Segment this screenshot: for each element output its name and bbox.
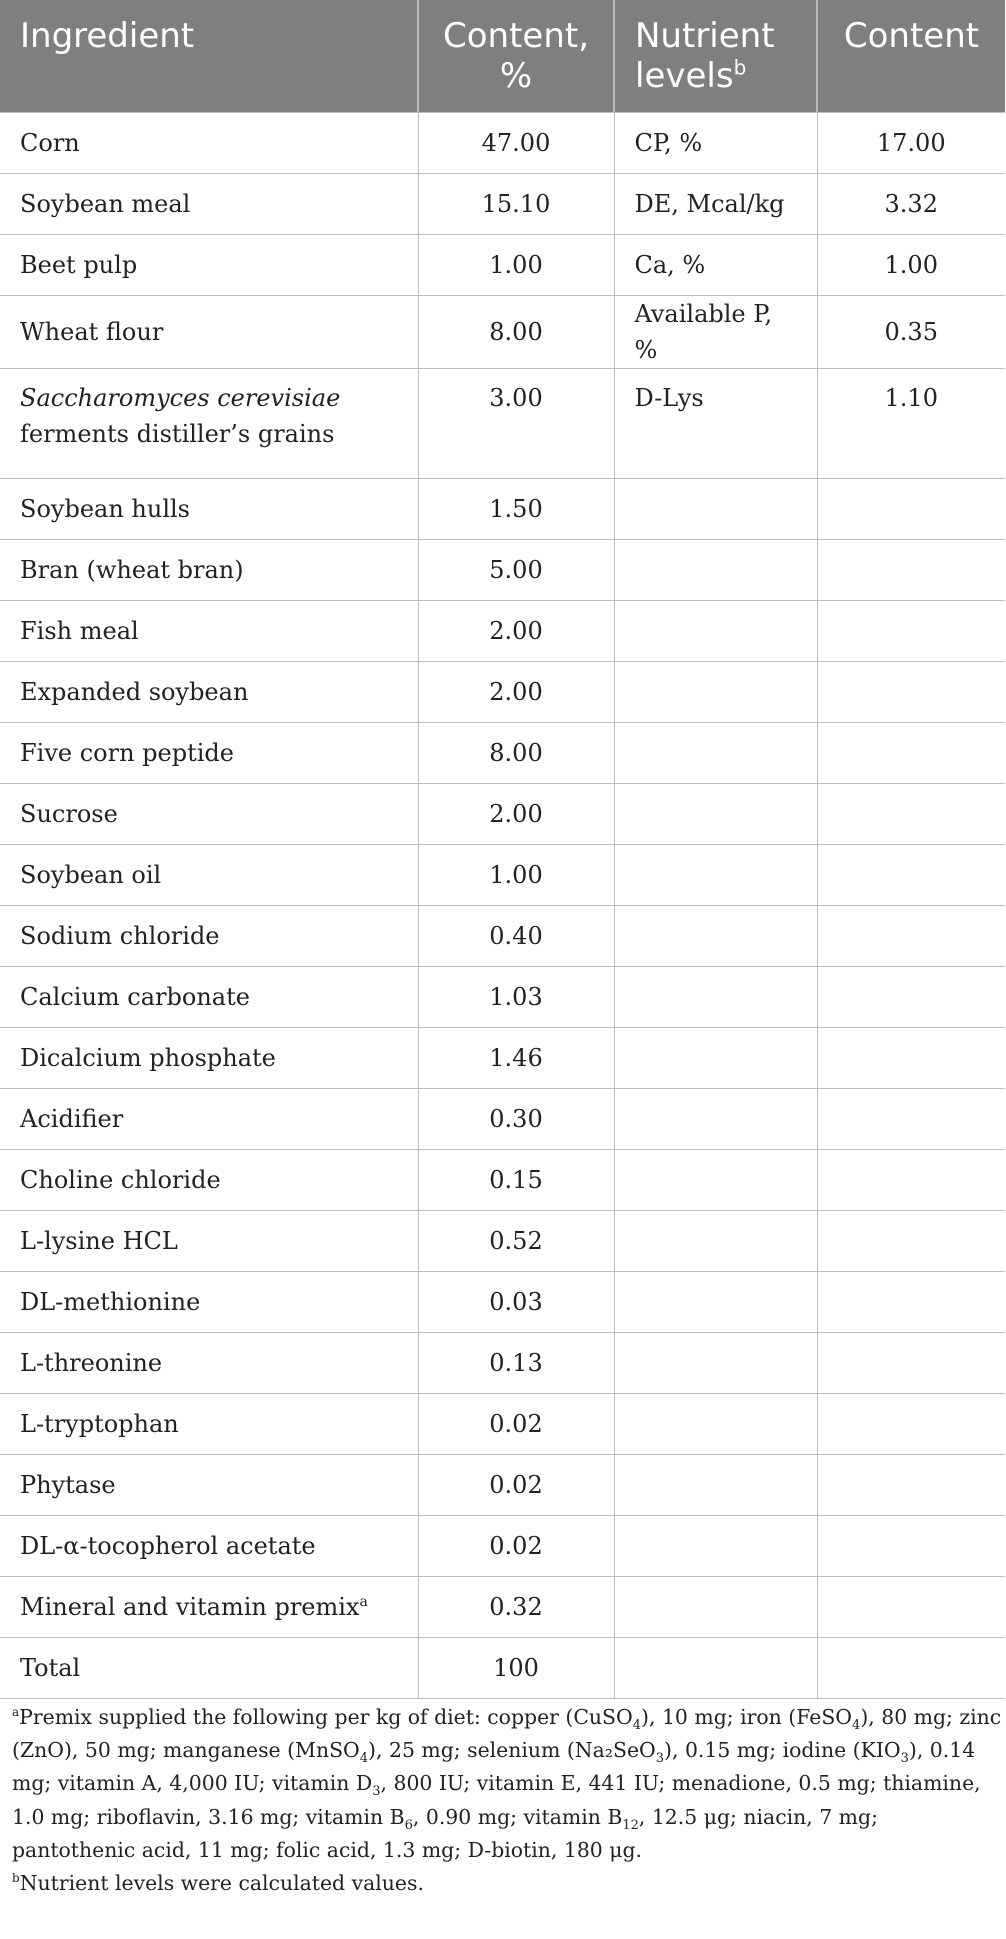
cell-content: 5.00: [418, 539, 614, 600]
cell-nutrient-value: [817, 1088, 1005, 1149]
cell-nutrient-value: 1.00: [817, 234, 1005, 295]
cell-ingredient: [0, 1271, 418, 1332]
formula-subscript: 12: [622, 1817, 639, 1833]
table-row: [0, 295, 1005, 368]
footnote-a-text: Premix supplied the following per kg of diet: copper (CuSO: [19, 1705, 633, 1729]
formula-subscript: 4: [852, 1718, 861, 1734]
ingredient-name: DL-α-tocopherol acetate: [20, 1531, 316, 1560]
table-body: [0, 112, 1005, 1698]
cell-content: 0.13: [418, 1332, 614, 1393]
cell-nutrient-value: [817, 1332, 1005, 1393]
cell-content: 1.50: [418, 478, 614, 539]
cell-content: 1.00: [418, 234, 614, 295]
footnote-a-text: , 0.90 mg; vitamin B: [412, 1804, 623, 1829]
cell-content: 2.00: [418, 600, 614, 661]
table-row: [0, 478, 1005, 539]
table-row: [0, 1027, 1005, 1088]
ingredient-name: Wheat flour: [20, 317, 164, 346]
cell-content: 0.30: [418, 1088, 614, 1149]
footnote-b: [12, 1867, 1002, 1900]
footnote-a-text: ), 25 mg; selenium (Na₂SeO: [368, 1738, 656, 1763]
header-nutrient-levels: [614, 0, 817, 112]
table-row: [0, 1576, 1005, 1637]
cell-content: 2.00: [418, 661, 614, 722]
cell-content: 0.15: [418, 1149, 614, 1210]
cell-nutrient-value: [817, 478, 1005, 539]
cell-nutrient-value: [817, 844, 1005, 905]
cell-nutrient: [614, 1271, 817, 1332]
table-row: [0, 966, 1005, 1027]
table-row: [0, 1515, 1005, 1576]
cell-nutrient-value: 1.10: [817, 368, 1005, 478]
ingredient-name: ferments distiller’s grains: [20, 419, 335, 448]
cell-content: 15.10: [418, 173, 614, 234]
ingredient-name: L-tryptophan: [20, 1409, 179, 1438]
table-row: [0, 1271, 1005, 1332]
cell-content: 1.46: [418, 1027, 614, 1088]
footnote-a: [12, 1701, 1002, 1867]
cell-nutrient-value: [817, 661, 1005, 722]
cell-nutrient: [614, 844, 817, 905]
footnote-a-text: , 800 IU; vitamin E, 441 IU; menadione, 0.5 mg; thiamine, 1.0 mg; riboflavin, 3.16 mg; vitamin B: [12, 1771, 981, 1829]
cell-content: 2.00: [418, 783, 614, 844]
footnote-a-text: ), 80 mg; zinc (ZnO), 50 mg; manganese (MnSO: [12, 1705, 1002, 1763]
ingredient-name: Bran (wheat bran): [20, 555, 244, 584]
cell-content: 0.52: [418, 1210, 614, 1271]
cell-nutrient: DE, Mcal/kg: [614, 173, 817, 234]
cell-nutrient-value: [817, 1515, 1005, 1576]
cell-nutrient-value: [817, 966, 1005, 1027]
cell-ingredient: [0, 661, 418, 722]
cell-content: 0.02: [418, 1393, 614, 1454]
cell-nutrient: [614, 1515, 817, 1576]
cell-nutrient: [614, 1454, 817, 1515]
cell-ingredient: [0, 1027, 418, 1088]
ingredient-name: Phytase: [20, 1470, 116, 1499]
cell-ingredient: [0, 478, 418, 539]
cell-ingredient: [0, 905, 418, 966]
ingredient-name: Expanded soybean: [20, 677, 249, 706]
cell-nutrient-value: [817, 600, 1005, 661]
cell-ingredient: [0, 1637, 418, 1698]
cell-nutrient: [614, 783, 817, 844]
cell-content: 3.00: [418, 368, 614, 478]
table-row: [0, 905, 1005, 966]
cell-ingredient: [0, 844, 418, 905]
footnote-marker-a: a: [359, 1593, 368, 1610]
cell-nutrient-value: 17.00: [817, 112, 1005, 173]
ingredient-name: Soybean meal: [20, 189, 191, 218]
cell-nutrient: [614, 1637, 817, 1698]
header-content: Content: [817, 0, 1005, 112]
cell-nutrient: [614, 1027, 817, 1088]
cell-ingredient: [0, 112, 418, 173]
cell-ingredient: [0, 1454, 418, 1515]
ingredient-name: Mineral and vitamin premix: [20, 1592, 360, 1621]
header-ingredient: Ingredient: [0, 0, 418, 112]
cell-nutrient-value: [817, 783, 1005, 844]
ingredient-name: Choline chloride: [20, 1165, 221, 1194]
cell-nutrient-value: [817, 1454, 1005, 1515]
table-row: [0, 1088, 1005, 1149]
formula-subscript: 3: [655, 1751, 665, 1767]
ingredient-scientific-name: Saccharomyces cerevisiae: [20, 383, 341, 412]
ingredient-name: L-lysine HCL: [20, 1226, 178, 1255]
footnote-a-text: ), 0.15 mg; iodine (KIO: [664, 1738, 901, 1763]
formula-subscript: 3: [372, 1784, 381, 1800]
cell-nutrient: Ca, %: [614, 234, 817, 295]
ingredient-name: Soybean hulls: [20, 494, 190, 523]
cell-nutrient-value: [817, 1027, 1005, 1088]
table-row: [0, 1454, 1005, 1515]
footnote-a-marker: a: [12, 1705, 20, 1720]
ingredient-name: Dicalcium phosphate: [20, 1043, 276, 1072]
ingredient-name: Five corn peptide: [20, 738, 234, 767]
cell-ingredient: [0, 1149, 418, 1210]
cell-ingredient: [0, 368, 418, 478]
cell-ingredient: [0, 966, 418, 1027]
cell-nutrient: Available P, %: [614, 295, 817, 368]
table-row: [0, 368, 1005, 478]
ingredient-name: L-threonine: [20, 1348, 163, 1377]
cell-ingredient: [0, 173, 418, 234]
cell-nutrient-value: [817, 1210, 1005, 1271]
cell-ingredient: [0, 1088, 418, 1149]
cell-ingredient: [0, 1393, 418, 1454]
table-row: [0, 112, 1005, 173]
cell-nutrient: [614, 905, 817, 966]
ingredient-name: Corn: [20, 128, 80, 157]
cell-content: 0.32: [418, 1576, 614, 1637]
ingredient-name: Beet pulp: [20, 250, 138, 279]
table-row: [0, 1210, 1005, 1271]
cell-nutrient: [614, 1576, 817, 1637]
cell-nutrient-value: [817, 905, 1005, 966]
cell-nutrient-value: [817, 1149, 1005, 1210]
footnote-a-text: , 12.5 μg; niacin, 7 mg; pantothenic acid, 11 mg; folic acid, 1.3 mg; D-biotin, 180 μg.: [12, 1804, 878, 1862]
table-row: [0, 173, 1005, 234]
cell-nutrient-value: [817, 722, 1005, 783]
ingredient-name: DL-methionine: [20, 1287, 201, 1316]
cell-nutrient: D-Lys: [614, 368, 817, 478]
cell-nutrient: [614, 1149, 817, 1210]
cell-nutrient: [614, 600, 817, 661]
cell-content: 8.00: [418, 295, 614, 368]
cell-content: 47.00: [418, 112, 614, 173]
cell-nutrient: [614, 1210, 817, 1271]
cell-nutrient: [614, 966, 817, 1027]
footnote-a-text: ), 0.14 mg; vitamin A, 4,000 IU; vitamin D: [12, 1738, 976, 1796]
cell-content: 0.02: [418, 1515, 614, 1576]
table-header: [0, 0, 1005, 112]
table-row: [0, 661, 1005, 722]
formula-subscript: 4: [359, 1751, 369, 1767]
table-row: [0, 1637, 1005, 1698]
cell-content: 0.40: [418, 905, 614, 966]
cell-nutrient-value: [817, 1393, 1005, 1454]
cell-nutrient-value: 3.32: [817, 173, 1005, 234]
table-row: [0, 1149, 1005, 1210]
formula-subscript: 4: [632, 1718, 642, 1734]
formula-subscript: 3: [900, 1751, 909, 1767]
cell-ingredient: [0, 234, 418, 295]
ingredient-name: Fish meal: [20, 616, 139, 645]
ingredient-name: Sodium chloride: [20, 921, 220, 950]
table-row: [0, 1332, 1005, 1393]
cell-nutrient: [614, 1393, 817, 1454]
table-row: [0, 600, 1005, 661]
table-footnotes: [12, 1701, 1002, 1900]
table-row: [0, 539, 1005, 600]
ingredient-name: Acidifier: [20, 1104, 124, 1133]
cell-content: 0.02: [418, 1454, 614, 1515]
cell-ingredient: [0, 1210, 418, 1271]
cell-nutrient: [614, 1332, 817, 1393]
cell-nutrient: CP, %: [614, 112, 817, 173]
ingredient-name: Total: [20, 1653, 81, 1682]
ingredient-name: Sucrose: [20, 799, 118, 828]
cell-nutrient-value: [817, 539, 1005, 600]
cell-content: 1.00: [418, 844, 614, 905]
cell-nutrient-value: [817, 1576, 1005, 1637]
cell-content: 8.00: [418, 722, 614, 783]
cell-nutrient-value: 0.35: [817, 295, 1005, 368]
cell-nutrient: [614, 478, 817, 539]
header-content-percent: Content, %: [418, 0, 614, 112]
cell-nutrient: [614, 1088, 817, 1149]
cell-content: 0.03: [418, 1271, 614, 1332]
cell-ingredient: [0, 722, 418, 783]
cell-nutrient-value: [817, 1637, 1005, 1698]
cell-ingredient: [0, 600, 418, 661]
cell-content: 100: [418, 1637, 614, 1698]
cell-nutrient: [614, 539, 817, 600]
formula-subscript: 6: [404, 1817, 413, 1833]
cell-ingredient: [0, 1576, 418, 1637]
cell-ingredient: [0, 1332, 418, 1393]
ingredient-name: Calcium carbonate: [20, 982, 250, 1011]
table-row: [0, 722, 1005, 783]
cell-nutrient-value: [817, 1271, 1005, 1332]
cell-nutrient: [614, 661, 817, 722]
cell-ingredient: [0, 783, 418, 844]
cell-ingredient: [0, 295, 418, 368]
footnote-marker-b: b: [733, 55, 747, 80]
table-row: [0, 783, 1005, 844]
footnote-b-text: Nutrient levels were calculated values.: [19, 1871, 424, 1896]
footnote-b-marker: b: [12, 1871, 20, 1886]
cell-ingredient: [0, 539, 418, 600]
cell-ingredient: [0, 1515, 418, 1576]
footnote-a-text: ), 10 mg; iron (FeSO: [641, 1705, 853, 1729]
table-row: [0, 844, 1005, 905]
table-row: [0, 1393, 1005, 1454]
cell-nutrient: [614, 722, 817, 783]
ingredient-name: Soybean oil: [20, 860, 162, 889]
cell-content: 1.03: [418, 966, 614, 1027]
table-row: [0, 234, 1005, 295]
header-nutrient-levels-label: Nutrient levels: [635, 16, 775, 96]
